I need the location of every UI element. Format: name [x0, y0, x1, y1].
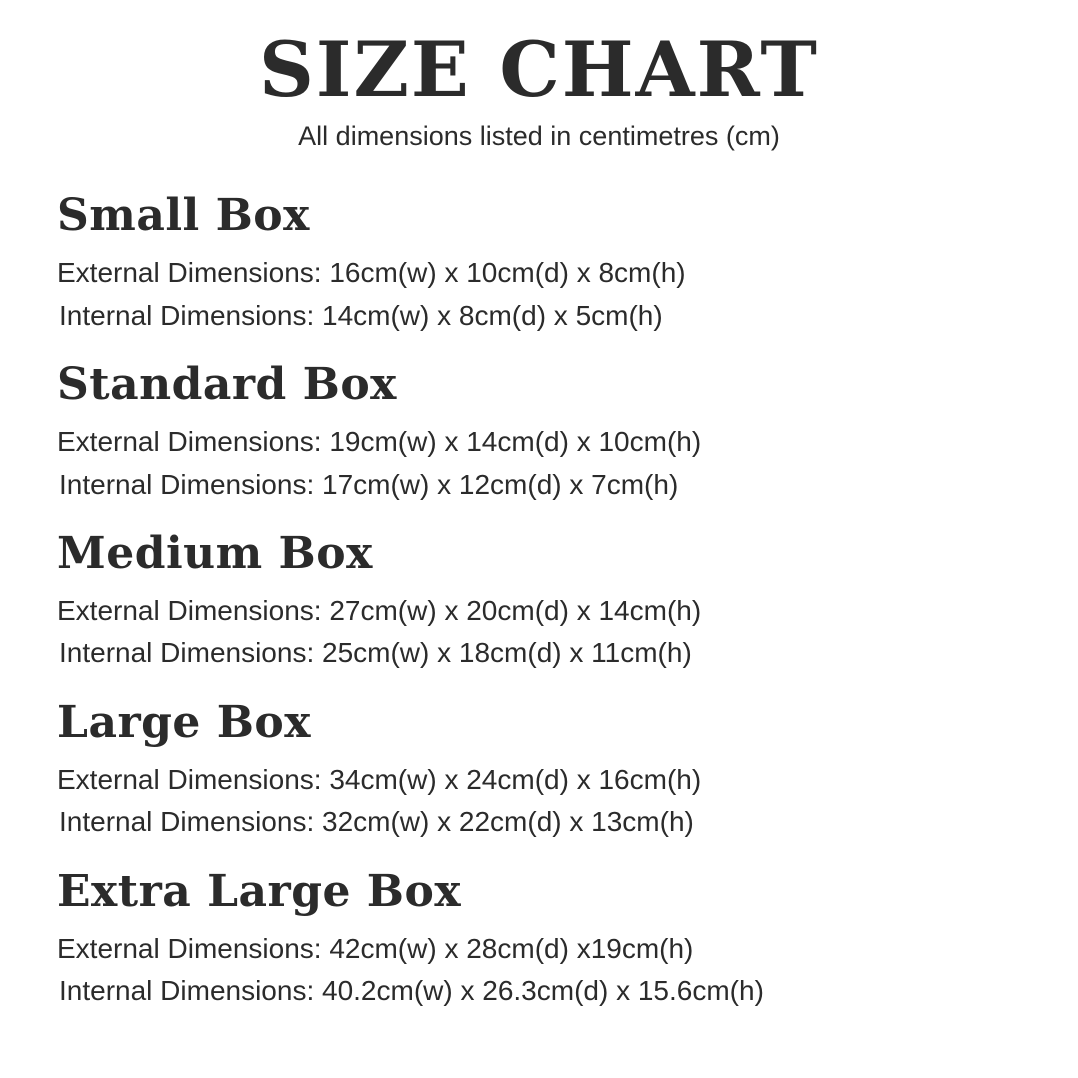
- external-dimensions: External Dimensions: 34cm(w) x 24cm(d) x 16cm(h): [57, 763, 702, 795]
- internal-dimensions: Internal Dimensions: 40.2cm(w) x 26.3cm(d) x 15.6cm(h): [59, 975, 764, 1007]
- section-medium-box: [57, 528, 1038, 675]
- header: [0, 0, 1078, 156]
- section-extra-large-box: [57, 866, 1038, 1013]
- section-title: Medium Box: [57, 528, 373, 580]
- section-standard-box: [57, 359, 1038, 506]
- external-dimensions: External Dimensions: 16cm(w) x 10cm(d) x 8cm(h): [57, 257, 686, 289]
- page-title: SIZE CHART: [259, 25, 819, 114]
- page-subtitle: All dimensions listed in centimetres (cm): [298, 120, 780, 151]
- section-title: Small Box: [57, 190, 310, 242]
- section-title: Standard Box: [57, 359, 397, 411]
- external-dimensions: External Dimensions: 27cm(w) x 20cm(d) x 14cm(h): [57, 594, 702, 626]
- section-large-box: [57, 697, 1038, 844]
- section-small-box: [57, 190, 1038, 337]
- external-dimensions: External Dimensions: 42cm(w) x 28cm(d) x19cm(h): [57, 932, 694, 964]
- section-title: Extra Large Box: [57, 865, 462, 917]
- internal-dimensions: Internal Dimensions: 14cm(w) x 8cm(d) x 5cm(h): [59, 299, 663, 331]
- section-title: Large Box: [57, 696, 311, 748]
- internal-dimensions: Internal Dimensions: 25cm(w) x 18cm(d) x 11cm(h): [59, 637, 692, 669]
- internal-dimensions: Internal Dimensions: 32cm(w) x 22cm(d) x 13cm(h): [59, 806, 694, 838]
- internal-dimensions: Internal Dimensions: 17cm(w) x 12cm(d) x 7cm(h): [59, 468, 679, 500]
- size-sections: [0, 190, 1078, 1012]
- external-dimensions: External Dimensions: 19cm(w) x 14cm(d) x 10cm(h): [57, 425, 702, 457]
